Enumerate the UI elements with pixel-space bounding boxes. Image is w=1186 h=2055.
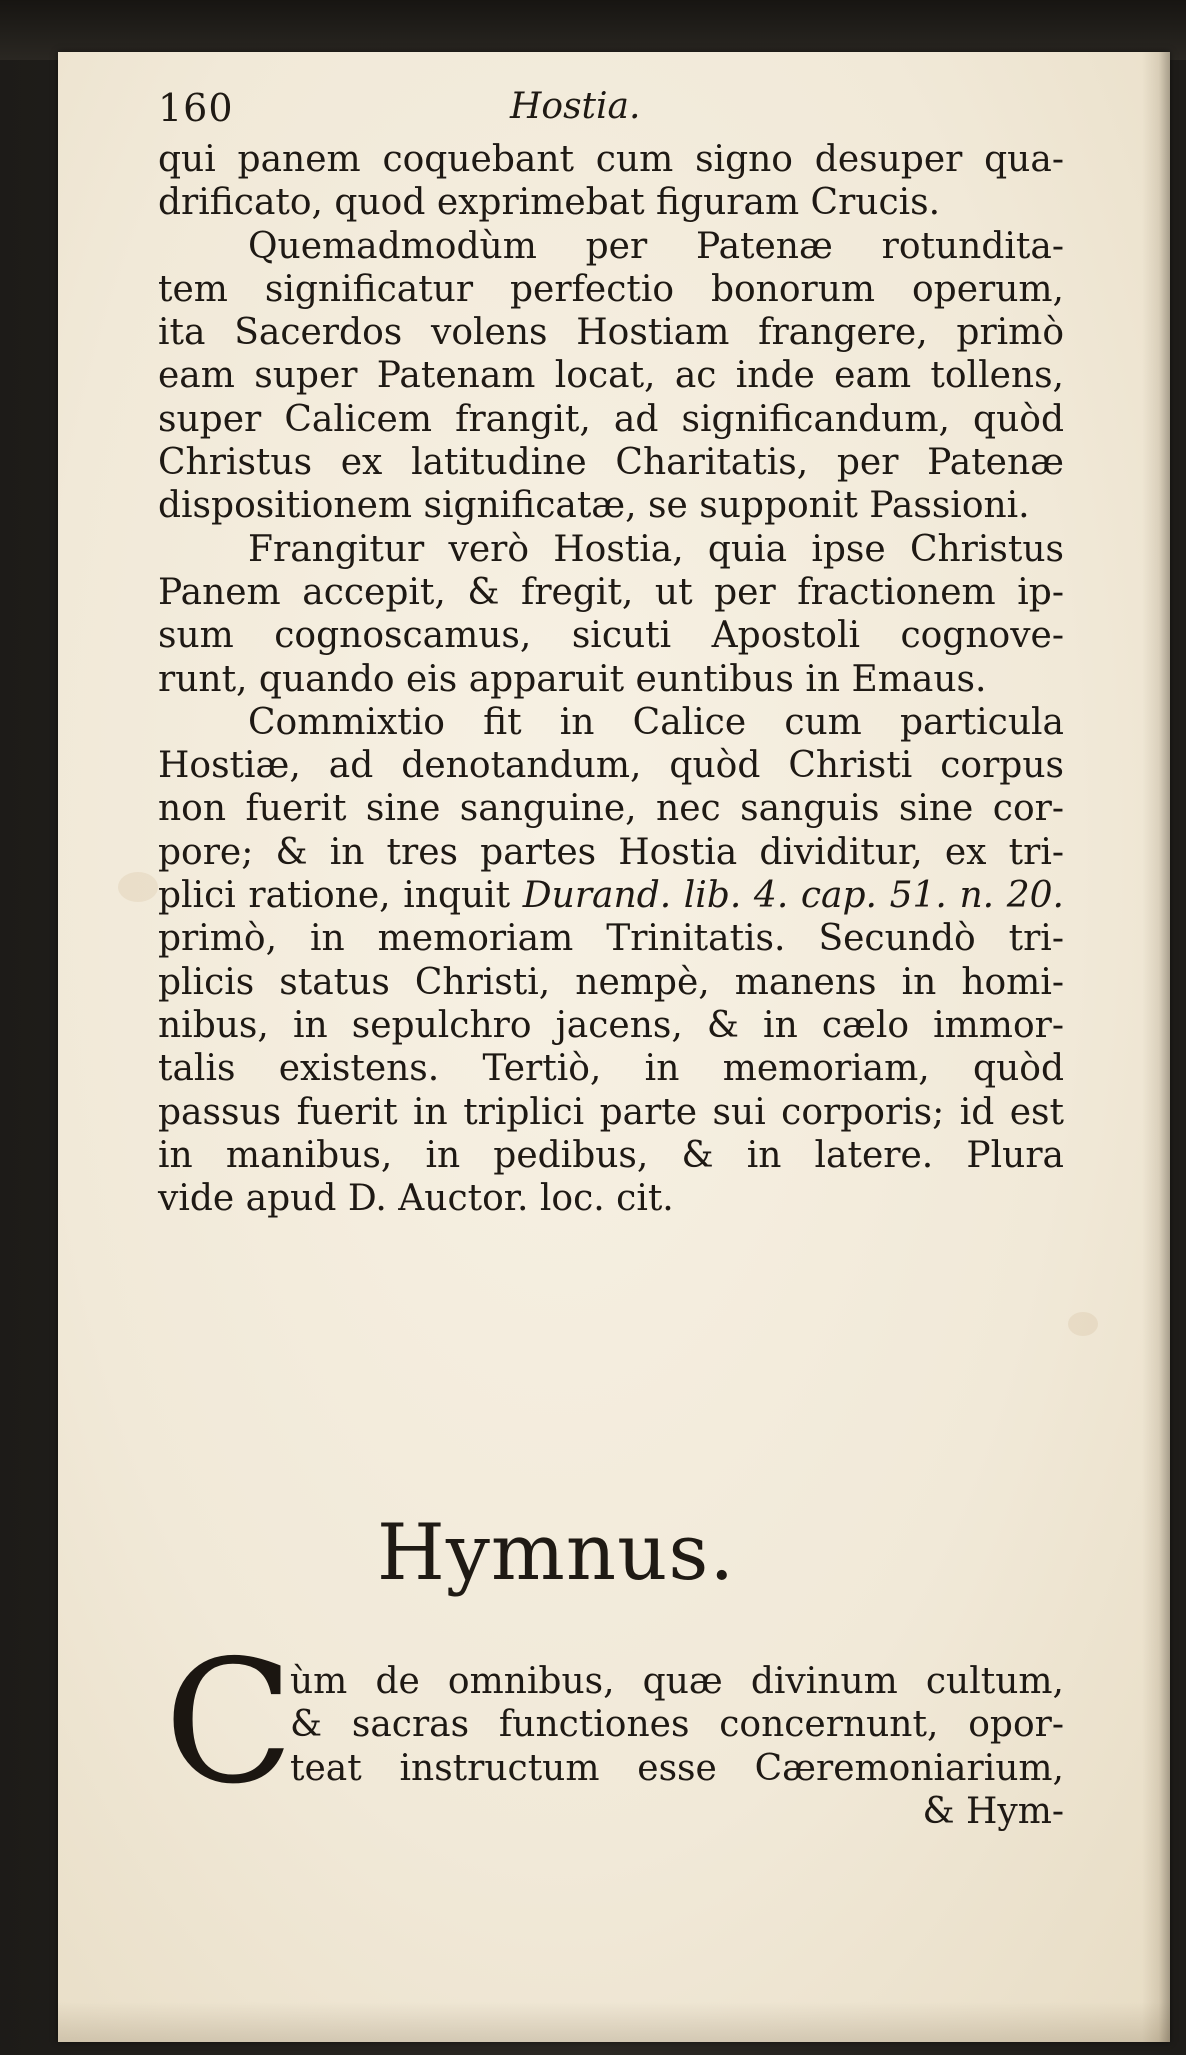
- text-line: [158, 831, 1064, 874]
- line-text: qui panem coquebant cum signo desuper qua-: [158, 139, 1064, 180]
- page-number: 160: [158, 86, 234, 130]
- paper-stain: [1068, 1312, 1098, 1336]
- line-text: super Calicem frangit, ad significandum, quòd: [158, 398, 1064, 440]
- text-line: [158, 398, 1064, 441]
- text-line: [158, 917, 1064, 960]
- hymn-line: & sacras functiones concernunt, opor-: [290, 1704, 1064, 1746]
- hymn-line: ùm de omnibus, quæ divinum cultum,: [290, 1661, 1064, 1702]
- text-line: [158, 701, 1064, 744]
- text-line: [158, 874, 1064, 917]
- line-text: plici ratione, inquit: [158, 875, 511, 917]
- text-line: [158, 268, 1064, 311]
- text-line: [158, 528, 1064, 571]
- line-text: primò, in memoriam Trinitatis. Secundò tri-: [158, 918, 1064, 960]
- text-line: [158, 614, 1064, 657]
- text-line: [158, 961, 1064, 1004]
- line-text: passus fuerit in triplici parte sui corporis; id est: [158, 1091, 1064, 1133]
- running-head: Hostia.: [510, 86, 641, 127]
- drop-cap: C: [164, 1624, 295, 1822]
- citation: Durand. lib. 4. cap. 51. n. 20.: [522, 875, 1064, 917]
- line-text: Christus ex latitudine Charitatis, per Patenæ: [158, 442, 1064, 484]
- text-line: [158, 658, 1064, 701]
- text-line: [158, 1177, 1064, 1220]
- line-text: sum cognoscamus, sicuti Apostoli cognove-: [158, 615, 1064, 657]
- line-text: plicis status Christi, nempè, manens in homi-: [158, 961, 1064, 1003]
- text-line: [158, 1047, 1064, 1090]
- hymn-text: [290, 1660, 1064, 1833]
- body-text: [158, 138, 1064, 1220]
- line-text: talis existens. Tertiò, in memoriam, quòd: [158, 1048, 1064, 1090]
- section-title: Hymnus.: [376, 1508, 736, 1598]
- line-text: in manibus, in pedibus, & in latere. Plura: [158, 1134, 1064, 1176]
- line-text: runt, quando eis apparuit euntibus in Emaus.: [158, 658, 987, 700]
- text-line: [158, 311, 1064, 354]
- line-text: nibus, in sepulchro jacens, & in cælo immor-: [158, 1004, 1064, 1046]
- book-edge: [0, 0, 1186, 60]
- page-gutter-shadow: [1142, 52, 1170, 2042]
- line-text: eam super Patenam locat, ac inde eam tollens,: [158, 355, 1064, 397]
- text-line: [158, 744, 1064, 787]
- text-line: [158, 1091, 1064, 1134]
- line-text: Panem accepit, & fregit, ut per fractionem ip-: [158, 571, 1064, 613]
- text-line: [158, 441, 1064, 484]
- page-bottom-shadow: [58, 2002, 1170, 2042]
- text-line: [158, 571, 1064, 614]
- hymn-line: teat instructum esse Cæremoniarium,: [290, 1747, 1064, 1789]
- text-line: [158, 354, 1064, 397]
- line-text: tem significatur perfectio bonorum operum,: [158, 268, 1064, 310]
- line-text: ita Sacerdos volens Hostiam frangere, primò: [158, 312, 1064, 354]
- line-text: drificato, quod exprimebat figuram Crucis.: [158, 182, 941, 224]
- text-line: [158, 138, 1064, 181]
- text-line: [158, 225, 1064, 268]
- line-text: Frangitur verò Hostia, quia ipse Christus: [248, 528, 1064, 570]
- page-header: [158, 86, 718, 136]
- text-line: [158, 1134, 1064, 1177]
- text-line: [158, 787, 1064, 830]
- line-text: Hostiæ, ad denotandum, quòd Christi corpus: [158, 745, 1064, 787]
- line-text: Quemadmodùm per Patenæ rotundita-: [248, 225, 1064, 267]
- text-line: [158, 484, 1064, 527]
- line-text: dispositionem significatæ, se supponit Passioni.: [158, 485, 1030, 527]
- line-text: pore; & in tres partes Hostia dividitur, ex tri-: [158, 831, 1064, 873]
- hymn-line: & Hym-: [922, 1790, 1064, 1832]
- line-text: non fuerit sine sanguine, nec sanguis sine cor-: [158, 788, 1064, 830]
- line-text: Commixtio fit in Calice cum particula: [248, 701, 1064, 743]
- text-line: [158, 181, 1064, 224]
- text-line: [158, 1004, 1064, 1047]
- line-text: vide apud D. Auctor. loc. cit.: [158, 1178, 674, 1220]
- paper-stain: [118, 872, 158, 902]
